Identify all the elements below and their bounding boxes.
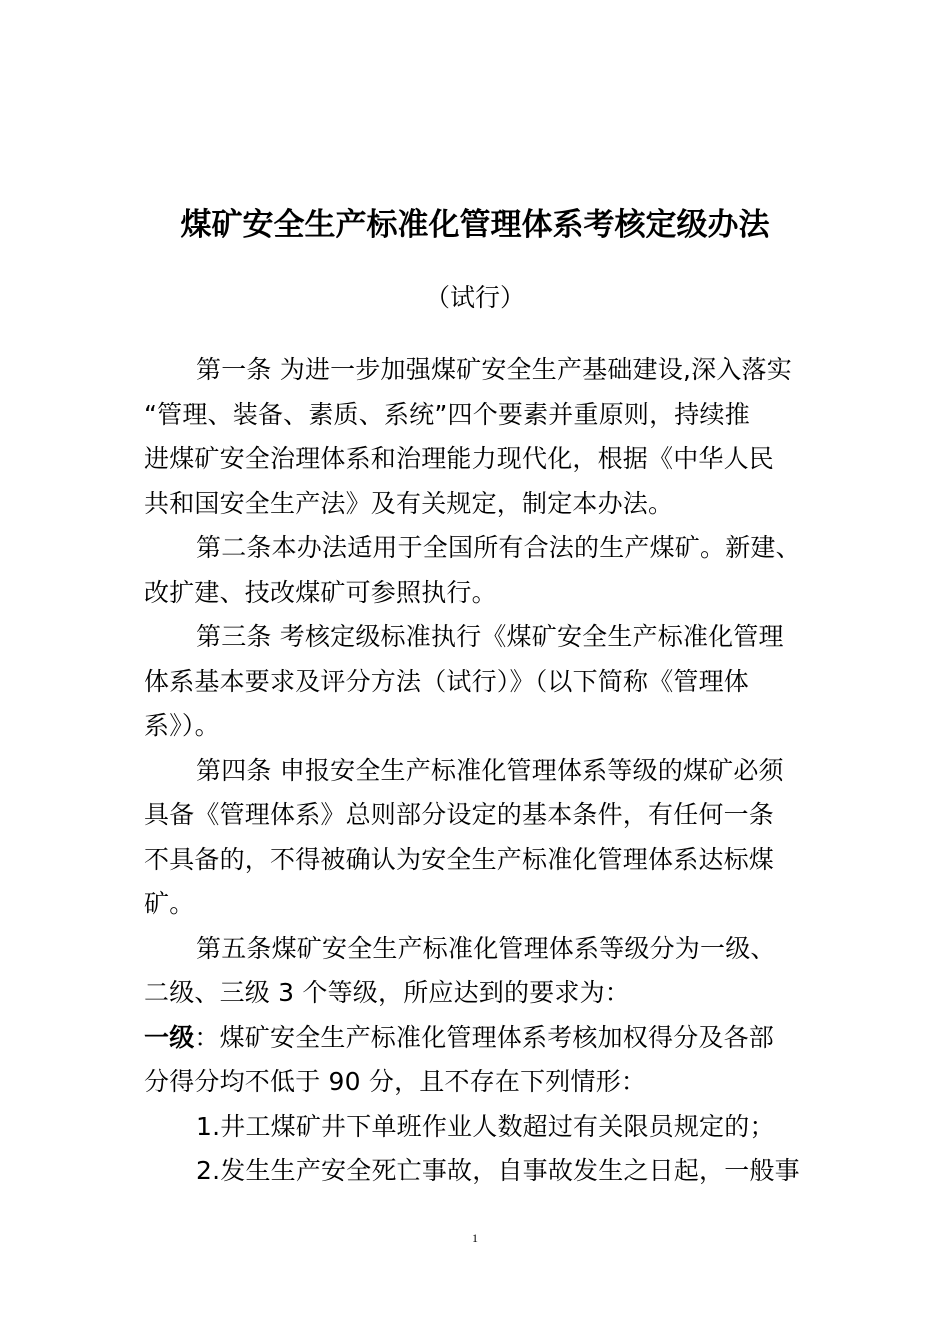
- paragraph-line: 共和国安全生产法》及有关规定，制定本办法。: [144, 488, 674, 518]
- paragraph-line: 第五条煤矿安全生产标准化管理体系等级分为一级、: [196, 933, 776, 963]
- paragraph-line: 系》）。: [144, 711, 220, 740]
- paragraph-line: 二级、三级 3 个等级，所应达到的要求为：: [144, 978, 631, 1007]
- list-item: 1.井工煤矿井下单班作业人数超过有关限员规定的；: [196, 1111, 775, 1141]
- paragraph-line: 第三条 考核定级标准执行《煤矿安全生产标准化管理: [196, 622, 784, 651]
- page-number: 1: [472, 1231, 478, 1245]
- document-subtitle: （试行）: [424, 283, 525, 312]
- paragraph-line: “管理、装备、素质、系统”四个要素并重原则，持续推: [144, 399, 750, 429]
- paragraph-line: 第一条 为进一步加强煤矿安全生产基础建设,深入落实: [196, 355, 792, 384]
- paragraph-line: [144, 1016, 812, 1061]
- paragraph-line: 体系基本要求及评分方法（试行）》（以下简称《管理体: [144, 666, 750, 696]
- paragraph-line: 改扩建、技改煤矿可参照执行。: [144, 577, 497, 607]
- level-one-text: ：煤矿安全生产标准化管理体系考核加权得分及各部: [194, 1022, 775, 1052]
- paragraph-line: 进煤矿安全治理体系和治理能力现代化，根据《中华人民: [144, 444, 775, 473]
- paragraph-line: 第四条 申报安全生产标准化管理体系等级的煤矿必须: [196, 755, 784, 785]
- paragraph-line: 分得分均不低于 90 分，且不存在下列情形：: [144, 1067, 647, 1096]
- document-title: 煤矿安全生产标准化管理体系考核定级办法: [180, 207, 770, 243]
- paragraph-line: 不具备的，不得被确认为安全生产标准化管理体系达标煤: [144, 844, 775, 874]
- list-item: 2.发生生产安全死亡事故，自事故发生之日起，一般事: [196, 1156, 800, 1185]
- paragraph-line: 第二条本办法适用于全国所有合法的生产煤矿。新建、: [196, 533, 801, 562]
- document-body: [144, 348, 812, 1194]
- paragraph-line: 具备《管理体系》总则部分设定的基本条件，有任何一条: [144, 800, 775, 829]
- paragraph-line: 矿。: [144, 889, 195, 918]
- level-one-label: 一级: [144, 1022, 195, 1052]
